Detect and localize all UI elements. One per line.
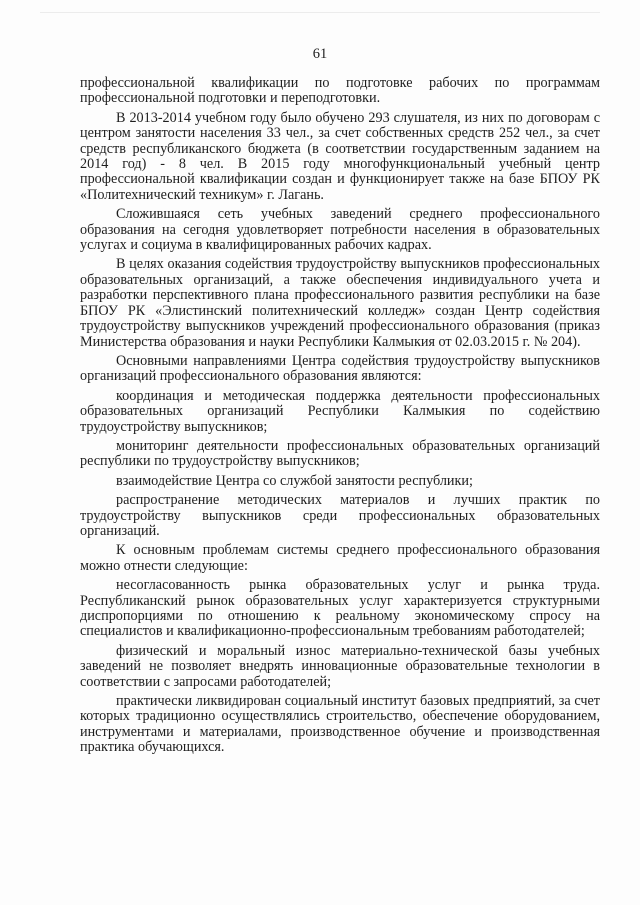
paragraph-directions-intro: Основными направлениями Центра содействия трудоустройству выпускников организаций профессионального образования являются: xyxy=(80,352,600,385)
paragraph-network: Сложившаяся сеть учебных заведений среднего профессионального образования на сегодня удовлетворяет потребности населения в образовательных услугах и социума в квалифицированных рабочих кадрах. xyxy=(80,206,600,254)
body-text xyxy=(80,76,600,760)
list-item-coordination: координация и методическая поддержка деятельности профессиональных образовательных организаций Республики Калмыкия по содействию трудоустройству выпускников; xyxy=(80,387,600,435)
paragraph-problems-intro: К основным проблемам системы среднего профессионального образования можно отнести следующие: xyxy=(80,542,600,574)
paragraph-continuation: профессиональной квалификации по подготовке рабочих по программам профессиональной подготовки и переподготовки. xyxy=(80,75,600,107)
list-item-market-mismatch: несогласованность рынка образовательных услуг и рынка труда. Республиканский рынок образовательных услуг характеризуется структурными диспропорциями по отношению к реальному экономическому спросу на специалистов и квалификационно-профессиональным требованиям работодателей; xyxy=(80,577,600,640)
list-item-wear: физический и моральный износ материально-технической базы учебных заведений не позволяет внедрять инновационные образовательные технологии в соответствии с запросами работодателей; xyxy=(80,642,600,690)
paragraph-employment-center: В целях оказания содействия трудоустройству выпускников профессиональных образовательных организаций, а также обеспечения индивидуального учета и разработки перспективного плана профессионального развития республики на базе БПОУ РК «Элистинский политехнический колледж» создан Центр содействия трудоустройству выпускников учреждений профессионального образования (приказ Министерства образования и науки Республики Калмыкия от 02.03.2015 г. № 204). xyxy=(80,256,600,350)
list-item-interaction: взаимодействие Центра со службой занятости республики; xyxy=(116,472,473,489)
list-item-base-enterprises: практически ликвидирован социальный институт базовых предприятий, за счет которых традиционно осуществлялись строительство, обеспечение оборудованием, инструментами и материалами, производственное обучение и производственная практика обучающихся. xyxy=(80,693,600,756)
paragraph-training-stats: В 2013-2014 учебном году было обучено 293 слушателя, из них по договорам с центром занятости населения 33 чел., за счет собственных средств 252 чел., за счет средств республиканского бюджета (в соответствии государственным заданием на 2014 год) - 8 чел. В 2015 году многофункциональный учебный центр профессиональной квалификации создан и функционирует также на базе БПОУ РК «Политехнический техникум» г. Лагань. xyxy=(80,109,600,203)
list-item-dissemination: распространение методических материалов и лучших практик по трудоустройству выпускников среди профессиональных образовательных организаций. xyxy=(80,492,600,539)
scan-edge-line xyxy=(40,12,600,13)
list-item-monitoring: мониторинг деятельности профессиональных образовательных организаций республики по трудоустройству выпускников; xyxy=(80,437,600,470)
page-number: 61 xyxy=(312,46,328,62)
